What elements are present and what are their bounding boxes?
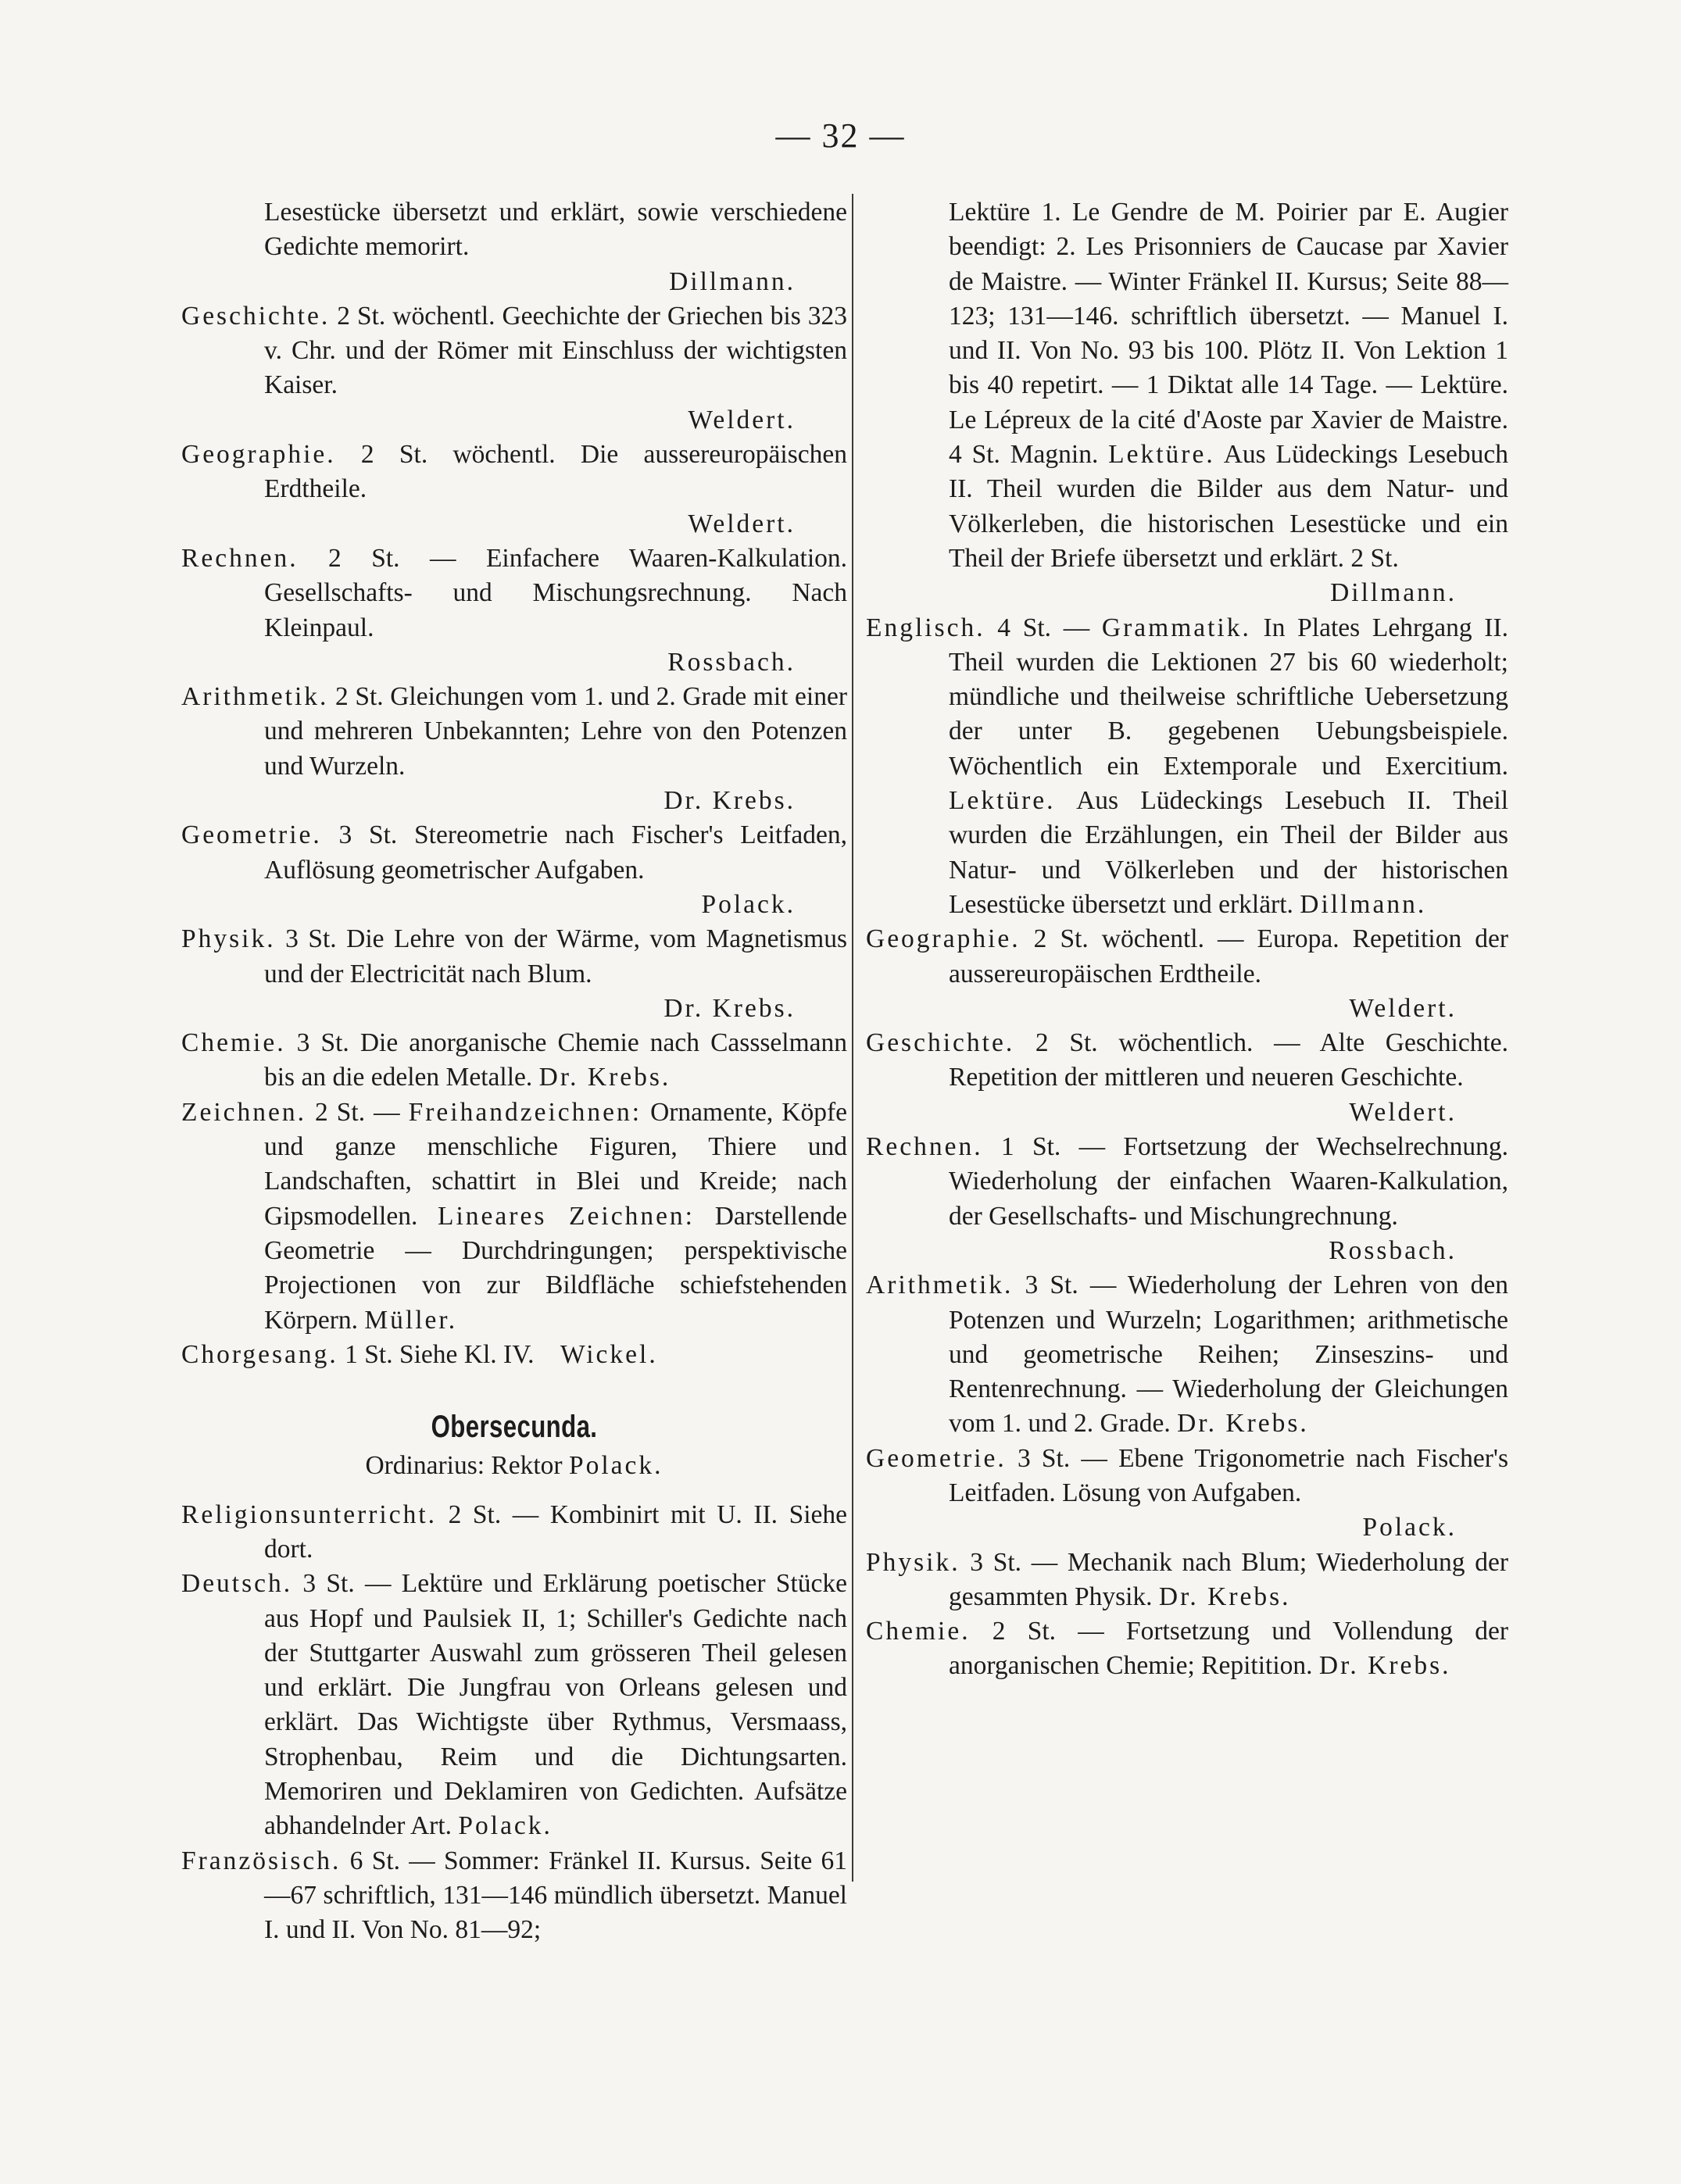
entry-geschichte: Geschichte. 2 St. wöchentl. Geechichte der Griechen bis 323 v. Chr. und der Römer mit Einschluss der wichtigsten Kaiser. xyxy=(181,301,847,400)
topic-label: Lektüre. xyxy=(949,786,1056,816)
teacher-signature: Dillmann. xyxy=(1300,889,1427,919)
subject-label: Physik. xyxy=(866,1547,960,1577)
entry-franzoesisch: Französisch. 6 St. — Sommer: Fränkel II. Kursus. Seite 61—67 schriftlich, 131—146 mündlich übersetzt. Manuel I. und II. Von No. 81—92; xyxy=(181,1846,847,1945)
entry-zeichnen: Zeichnen. 2 St. — Freihandzeichnen: Ornamente, Köpfe und ganze menschliche Figuren, Thiere und Landschaften, schattirt in Blei und Kreide; nach Gipsmodellen. Lineares Zeichnen: Darstellende Geometrie — Durchdringungen; perspektivische Projectionen von zur Bildfläche schiefstehenden Körpern. Müller. xyxy=(181,1097,847,1335)
page-number: — 32 — xyxy=(775,116,906,155)
section-title: Obersecunda. xyxy=(431,1410,598,1445)
entry-chemie: Chemie. 3 St. Die anorganische Chemie nach Cassselmann bis an die edelen Metalle. Dr. Krebs. xyxy=(181,1028,847,1092)
topic-label: Freihandzeichnen: xyxy=(408,1097,642,1127)
subject-label: Arithmetik. xyxy=(866,1271,1014,1300)
topic-label: Lineares Zeichnen: xyxy=(438,1201,695,1231)
entry-geometrie: Geometrie. 3 St. — Ebene Trigonometrie nach Fischer's Leitfaden. Lösung von Aufgaben. xyxy=(866,1443,1508,1507)
right-column xyxy=(866,195,1508,1684)
teacher-signature: Weldert. xyxy=(1349,1097,1457,1127)
subject-label: Geographie. xyxy=(866,924,1021,954)
teacher-signature: Weldert. xyxy=(688,405,796,434)
column-divider xyxy=(852,194,853,1882)
entry-geometrie: Geometrie. 3 St. Stereometrie nach Fischer's Leitfaden, Auflösung geometrischer Aufgaben. xyxy=(181,820,847,885)
subject-label: Deutsch. xyxy=(181,1569,293,1599)
entry-geographie: Geographie. 2 St. wöchentl. Die aussereuropäischen Erdtheile. xyxy=(181,440,847,504)
teacher-signature: Dillmann. xyxy=(1330,578,1457,608)
subject-label: Chemie. xyxy=(866,1617,971,1646)
entry-rechnen: Rechnen. 1 St. — Fortsetzung der Wechselrechnung. Wiederholung der einfachen Waaren-Kalkulation, der Gesellschafts- und Mischungrechnung. xyxy=(866,1132,1508,1231)
subject-label: Chorgesang. xyxy=(181,1339,338,1369)
subject-label: Geometrie. xyxy=(866,1443,1007,1473)
teacher-signature: Polack. xyxy=(701,889,796,919)
entry-englisch: Englisch. 4 St. — Grammatik. In Plates Lehrgang II. Theil wurden die Lektionen 27 bis 60 wiederholt; mündliche und theilweise schriftliche Uebersetzung der unter B. gegebenen Uebungsbeispiele. Wöchentlich ein Extemporale und Exercitium. Lektüre. Aus Lüdeckings Lesebuch II. Theil wurden die Erzählungen, ein Theil der Bilder aus Natur- und Völkerleben und der historischen Lesestücke übersetzt und erklärt. Dillmann. xyxy=(866,613,1508,919)
topic-label: Lektüre. xyxy=(1108,440,1215,470)
teacher-signature: Dr. Krebs. xyxy=(1318,1651,1451,1681)
entry-physik: Physik. 3 St. — Mechanik nach Blum; Wiederholung der gesammten Physik. Dr. Krebs. xyxy=(866,1547,1508,1611)
entry-arithmetik: Arithmetik. 3 St. — Wiederholung der Lehren von den Potenzen und Wurzeln; Logarithmen; arithmetische und geometrische Reihen; Zinseszins- und Rentenrechnung. — Wiederholung der Gleichungen vom 1. und 2. Grade. Dr. Krebs. xyxy=(866,1271,1508,1439)
subject-label: Rechnen. xyxy=(181,543,299,573)
teacher-signature: Müller. xyxy=(364,1305,458,1335)
teacher-signature: Wickel. xyxy=(560,1339,658,1369)
subject-label: Chemie. xyxy=(181,1028,286,1058)
entry-physik: Physik. 3 St. Die Lehre von der Wärme, vom Magnetismus und der Electricität nach Blum. xyxy=(181,924,847,988)
entry-rechnen: Rechnen. 2 St. — Einfachere Waaren-Kalkulation. Gesellschafts- und Mischungsrechnung. Nach Kleinpaul. xyxy=(181,543,847,642)
subject-label: Geschichte. xyxy=(866,1028,1015,1058)
entry-chorgesang: Chorgesang. 1 St. Siehe Kl. IV. Wickel. xyxy=(181,1339,658,1369)
lektuere-paragraph: Lektüre 1. Le Gendre de M. Poirier par E. Augier beendigt: 2. Les Prisonniers de Caucase par Xavier de Maistre. — Winter Fränkel II. Kursus; Seite 88—123; 131—146. schriftlich übersetzt. — Manuel I. und II. Von No. 93 bis 100. Plötz II. Von Lektion 1 bis 40 repetirt. — 1 Diktat alle 14 Tage. — Lektüre. Le Lépreux de la cité d'Aoste par Xavier de Maistre. 4 St. Magnin. Lektüre. Aus Lüdeckings Lesebuch II. Theil wurden die Bilder aus dem Natur- und Völkerleben, die historischen Lesestücke und ein Theil der Briefe übersetzt und erklärt. 2 St. xyxy=(949,198,1508,573)
left-column xyxy=(181,195,847,1948)
entry-geschichte: Geschichte. 2 St. wöchentlich. — Alte Geschichte. Repetition der mittleren und neueren Geschichte. xyxy=(866,1028,1508,1092)
subject-label: Arithmetik. xyxy=(181,682,329,712)
entry-geographie: Geographie. 2 St. wöchentl. — Europa. Repetition der aussereuropäischen Erdtheile. xyxy=(866,924,1508,988)
teacher-signature: Rossbach. xyxy=(667,647,796,677)
topic-label: Grammatik. xyxy=(1101,613,1251,642)
teacher-signature: Weldert. xyxy=(688,509,796,538)
subject-label: Physik. xyxy=(181,924,276,954)
teacher-signature: Dr. Krebs. xyxy=(663,786,796,816)
entry-deutsch: Deutsch. 3 St. — Lektüre und Erklärung poetischer Stücke aus Hopf und Paulsiek II, 1; Schiller's Gedichte nach der Stuttgarter Auswahl zum grösseren Theil gelesen und erklärt. Die Jungfrau von Orleans gelesen und erklärt. Das Wichtigste über Rythmus, Versmaass, Strophenbau, Reim und die Dichtungsarten. Memoriren und Deklamiren von Gedichten. Aufsätze abhandelnder Art. Polack. xyxy=(181,1569,847,1841)
entry-chemie: Chemie. 2 St. — Fortsetzung und Vollendung der anorganischen Chemie; Repitition. Dr. Krebs. xyxy=(866,1617,1508,1681)
teacher-signature: Dr. Krebs. xyxy=(1158,1582,1291,1611)
intro-signature: Dillmann. xyxy=(669,266,796,296)
subject-label: Geographie. xyxy=(181,440,336,470)
subject-label: Geometrie. xyxy=(181,820,322,850)
teacher-signature: Dr. Krebs. xyxy=(538,1063,671,1092)
subject-label: Englisch. xyxy=(866,613,985,642)
subject-label: Rechnen. xyxy=(866,1132,983,1162)
subject-label: Religionsunterricht. xyxy=(181,1499,438,1529)
teacher-signature: Weldert. xyxy=(1349,993,1457,1023)
ordinarius-line: Ordinarius: Rektor Polack. xyxy=(365,1451,663,1481)
teacher-signature: Dr. Krebs. xyxy=(663,993,796,1023)
subject-label: Geschichte. xyxy=(181,301,331,331)
subject-label: Französisch. xyxy=(181,1846,342,1875)
entry-religion: Religionsunterricht. 2 St. — Kombinirt mit U. II. Siehe dort. xyxy=(181,1499,847,1564)
subject-label: Zeichnen. xyxy=(181,1097,307,1127)
teacher-signature: Dr. Krebs. xyxy=(1177,1409,1309,1439)
entry-arithmetik: Arithmetik. 2 St. Gleichungen vom 1. und 2. Grade mit einer und mehreren Unbekannten; Lehre von den Potenzen und Wurzeln. xyxy=(181,682,847,781)
teacher-signature: Rossbach. xyxy=(1329,1235,1457,1265)
intro-text: Lesestücke übersetzt und erklärt, sowie verschiedene Gedichte memorirt. xyxy=(264,198,847,262)
teacher-signature: Polack. xyxy=(458,1811,553,1841)
teacher-signature: Polack. xyxy=(1362,1513,1457,1542)
